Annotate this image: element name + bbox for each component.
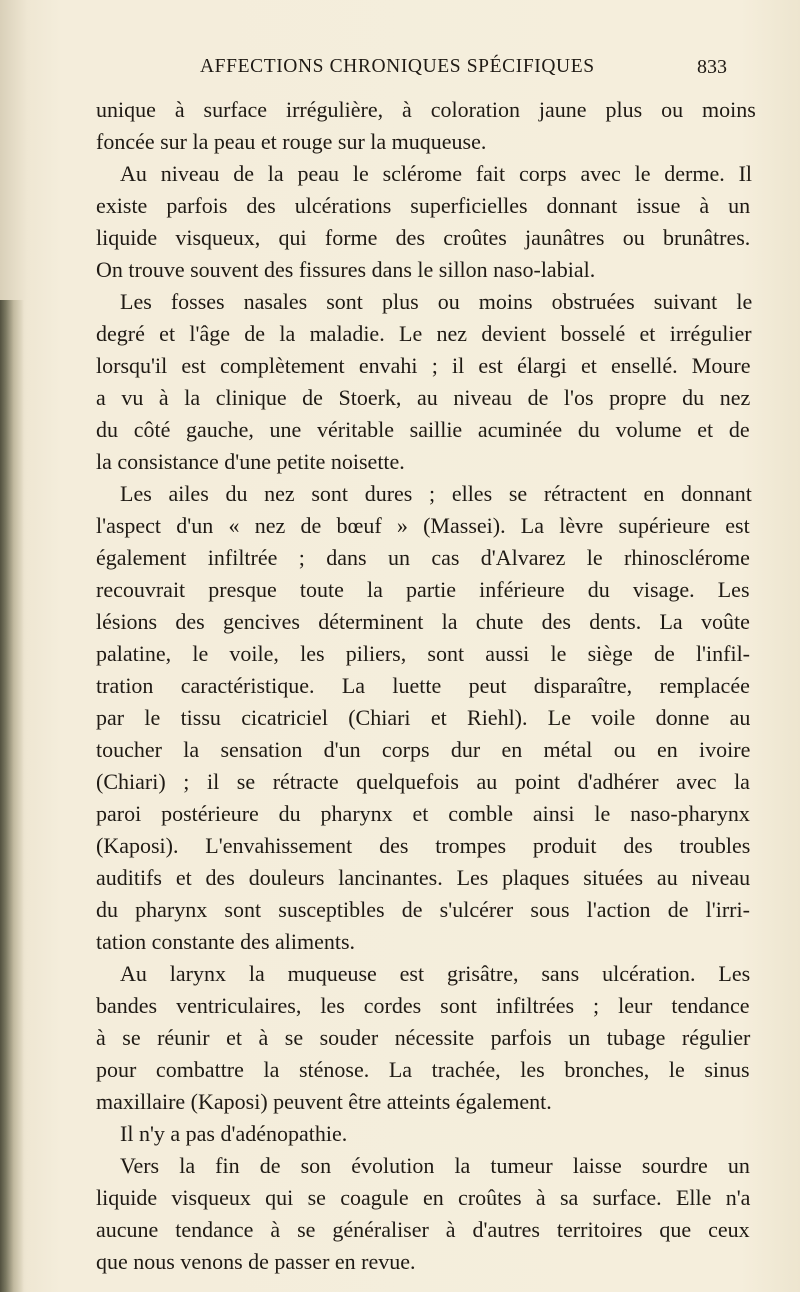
text-line: toucher la sensation d'un corps dur en métal ou en ivoire: [96, 737, 751, 762]
text-line: tration caractéristique. La luette peut disparaître, remplacée: [96, 673, 750, 698]
text-line: degré et l'âge de la maladie. Le nez devient bosselé et irrégulier: [96, 321, 752, 346]
text-line: tation constante des aliments.: [96, 929, 356, 954]
text-line: que nous venons de passer en revue.: [96, 1249, 416, 1274]
text-line: auditifs et des douleurs lancinantes. Les plaques situées au niveau: [96, 865, 751, 890]
text-line: liquide visqueux, qui forme des croûtes jaunâtres ou brunâtres.: [96, 225, 751, 250]
page-number: 833: [697, 56, 727, 78]
text-line: du pharynx sont susceptibles de s'ulcérer sous l'action de l'irri-: [96, 897, 750, 922]
text-line: Au larynx la muqueuse est grisâtre, sans ulcération. Les: [120, 961, 751, 986]
text-line: existe parfois des ulcérations superficielles donnant issue à un: [96, 193, 751, 218]
text-line: également infiltrée ; dans un cas d'Alvarez le rhinosclérome: [96, 545, 750, 570]
text-line: la consistance d'une petite noisette.: [96, 449, 405, 474]
binding-shadow: [0, 300, 24, 1292]
text-line: Les fosses nasales sont plus ou moins obstruées suivant le: [120, 289, 753, 314]
text-line: lésions des gencives déterminent la chute des dents. La voûte: [96, 609, 750, 634]
text-line: du côté gauche, une véritable saillie acuminée du volume et de: [96, 417, 750, 442]
text-line: lorsqu'il est complètement envahi ; il est élargi et ensellé. Moure: [96, 353, 751, 378]
text-line: maxillaire (Kaposi) peuvent être atteints également.: [96, 1089, 552, 1114]
text-line: foncée sur la peau et rouge sur la muqueuse.: [96, 129, 487, 154]
text-line: par le tissu cicatriciel (Chiari et Riehl). Le voile donne au: [96, 705, 751, 730]
text-line: a vu à la clinique de Stoerk, au niveau de l'os propre du nez: [96, 385, 751, 410]
text-line: Vers la fin de son évolution la tumeur laisse sourdre un: [120, 1153, 750, 1178]
text-line: (Kaposi). L'envahissement des trompes produit des troubles: [96, 833, 751, 858]
text-line: Au niveau de la peau le sclérome fait corps avec le derme. Il: [120, 161, 753, 186]
text-line: à se réunir et à se souder nécessite parfois un tubage régulier: [96, 1025, 751, 1050]
text-line: palatine, le voile, les piliers, sont aussi le siège de l'infil-: [96, 641, 751, 666]
text-line: (Chiari) ; il se rétracte quelquefois au point d'adhérer avec la: [96, 769, 750, 794]
page-header: [0, 56, 800, 86]
text-line: liquide visqueux qui se coagule en croûtes à sa surface. Elle n'a: [96, 1185, 751, 1210]
text-line: pour combattre la sténose. La trachée, les bronches, le sinus: [96, 1057, 750, 1082]
text-line: aucune tendance à se généraliser à d'autres territoires que ceux: [96, 1217, 750, 1242]
text-line: unique à surface irrégulière, à coloration jaune plus ou moins: [96, 97, 756, 122]
text-line: On trouve souvent des fissures dans le sillon naso-labial.: [96, 257, 596, 282]
running-title: AFFECTIONS CHRONIQUES SPÉCIFIQUES: [200, 56, 595, 77]
text-line: bandes ventriculaires, les cordes sont infiltrées ; leur tendance: [96, 993, 750, 1018]
text-line: paroi postérieure du pharynx et comble ainsi le naso-pharynx: [96, 801, 750, 826]
text-line: l'aspect d'un « nez de bœuf » (Massei). La lèvre supérieure est: [96, 513, 750, 538]
text-line: Il n'y a pas d'adénopathie.: [120, 1121, 348, 1146]
text-line: recouvrait presque toute la partie inférieure du visage. Les: [96, 577, 750, 602]
text-line: Les ailes du nez sont dures ; elles se rétractent en donnant: [120, 481, 752, 506]
